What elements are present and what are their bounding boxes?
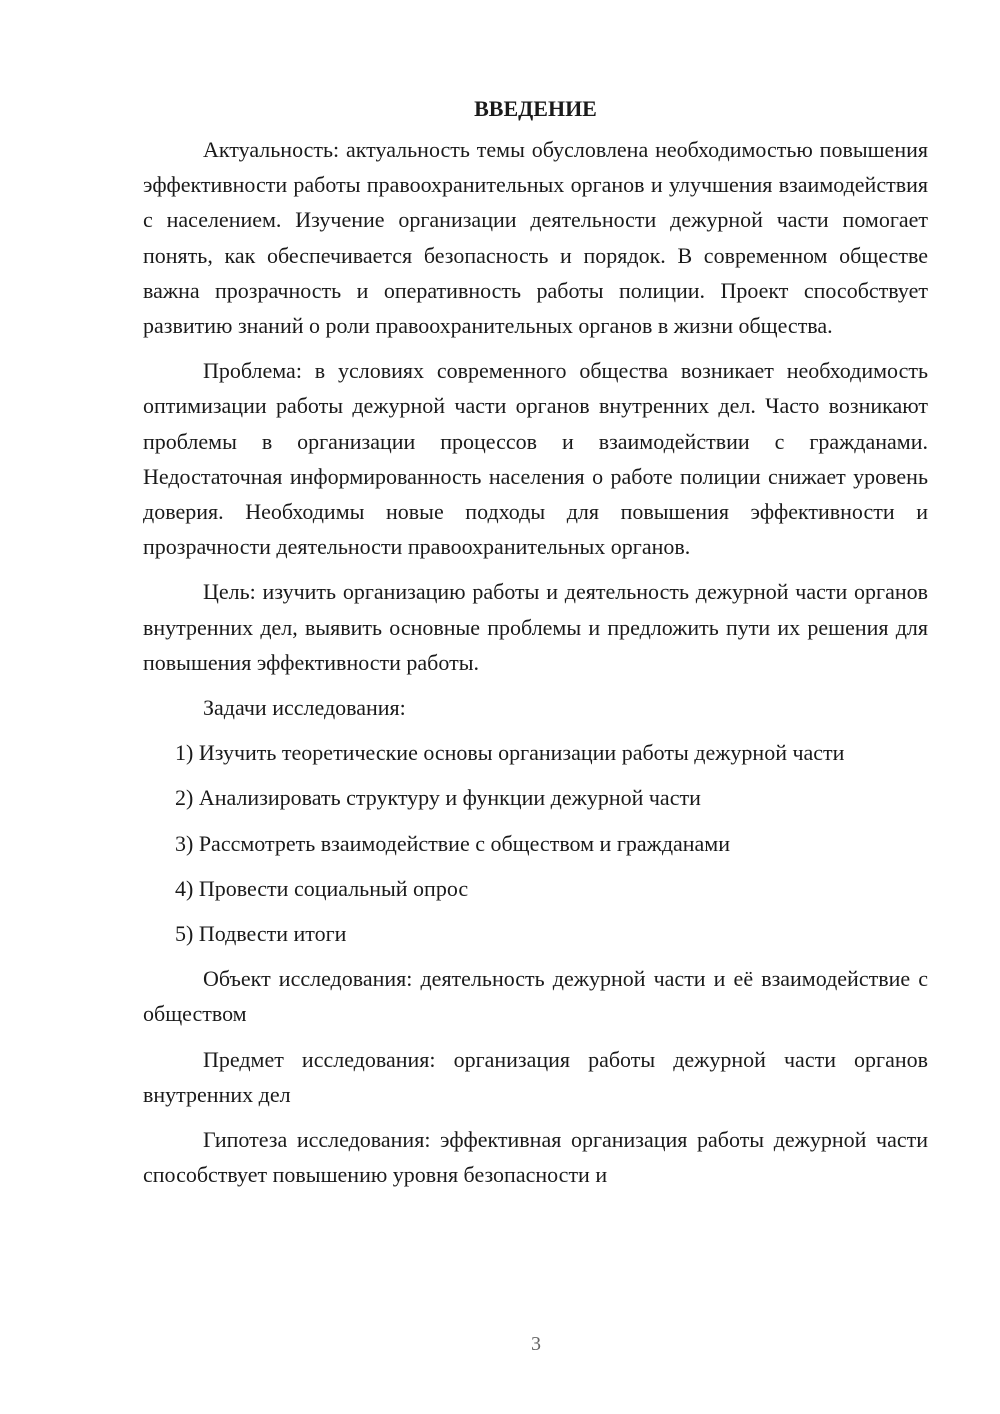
page-title: ВВЕДЕНИЕ [474,96,597,121]
tasks-heading: Задачи исследования: [203,695,406,721]
tasks-list [143,735,928,951]
paragraph-hypothesis: Гипотеза исследования: эффективная организация работы дежурной части способствует повышению уровня безопасности и [143,1127,928,1188]
paragraph-relevance: Актуальность: актуальность темы обусловлена необходимостью повышения эффективности работы правоохранительных органов и улучшения взаимодействия с населением. Изучение организации деятельности дежурной части помогает понять, как обеспечивается безопасность и порядок. В современном обществе важна прозрачность и оперативность работы полиции. Проект способствует развитию знаний о роли правоохранительных органов в жизни общества. [143,137,928,339]
page-number: 3 [531,1333,541,1355]
paragraph-object: Объект исследования: деятельность дежурной части и её взаимодействие с обществом [143,966,928,1027]
list-item: 1) Изучить теоретические основы организации работы дежурной части [175,740,845,766]
list-item: 2) Анализировать структуру и функции дежурной части [175,785,701,811]
list-item: 5) Подвести итоги [175,921,347,947]
paragraph-problem: Проблема: в условиях современного общества возникает необходимость оптимизации работы дежурной части органов внутренних дел. Часто возникают проблемы в организации процессов и взаимодействии с гражданами. Недостаточная информированность населения о работе полиции снижает уровень доверия. Необходимы новые подходы для повышения эффективности и прозрачности деятельности правоохранительных органов. [143,358,928,560]
list-item: 3) Рассмотреть взаимодействие с обществом и гражданами [175,830,731,856]
document-page [143,92,928,1192]
list-item: 4) Провести социальный опрос [175,875,469,901]
paragraph-goal: Цель: изучить организацию работы и деятельность дежурной части органов внутренних дел, выявить основные проблемы и предложить пути их решения для повышения эффективности работы. [143,579,928,675]
paragraph-subject: Предмет исследования: организация работы дежурной части органов внутренних дел [143,1046,928,1107]
